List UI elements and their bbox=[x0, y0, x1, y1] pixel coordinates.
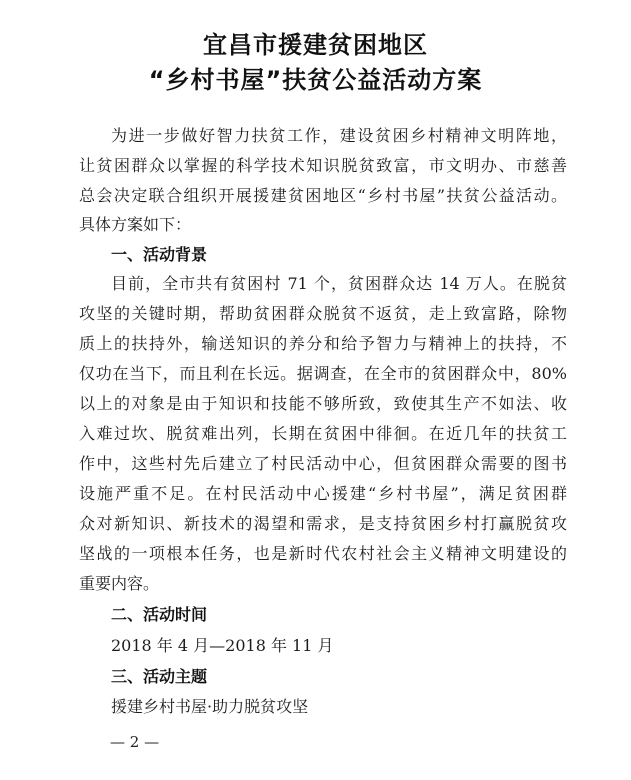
document-title-line-2: “乡村书屋”扶贫公益活动方案 bbox=[148, 66, 483, 94]
background-paragraph-line: 攻坚的关键时期，帮助贫困群众脱贫不返贫，走上致富路，除物 bbox=[79, 304, 567, 323]
background-paragraph-line: 仅功在当下，而且利在长远。据调查，在全市的贫困群众中，80% bbox=[79, 364, 567, 383]
section-heading-background: 一、活动背景 bbox=[111, 245, 208, 264]
activity-theme-text: 援建乡村书屋·助力脱贫攻坚 bbox=[111, 697, 309, 716]
section-heading-time: 二、活动时间 bbox=[111, 605, 208, 624]
background-paragraph-line: 作中，这些村先后建立了村民活动中心，但贫困群众需要的图书 bbox=[79, 454, 567, 473]
intro-paragraph-line: 总会决定联合组织开展援建贫困地区“乡村书屋”扶贫公益活动。 bbox=[79, 186, 567, 205]
background-paragraph-line: 众对新知识、新技术的渴望和需求，是支持贫困乡村打赢脱贫攻 bbox=[79, 514, 567, 533]
page-number: — 2 — bbox=[110, 733, 160, 751]
background-paragraph-line: 坚战的一项根本任务，也是新时代农村社会主义精神文明建设的 bbox=[79, 544, 567, 563]
background-paragraph-line: 重要内容。 bbox=[79, 574, 160, 593]
background-paragraph-line: 目前，全市共有贫困村 71 个，贫困群众达 14 万人。在脱贫 bbox=[111, 274, 567, 293]
activity-time-text: 2018 年 4 月—2018 年 11 月 bbox=[111, 636, 334, 655]
section-heading-theme: 三、活动主题 bbox=[111, 667, 208, 686]
document-title-line-1: 宜昌市援建贫困地区 bbox=[203, 31, 428, 59]
background-paragraph-line: 设施严重不足。在村民活动中心援建“乡村书屋”，满足贫困群 bbox=[79, 484, 567, 503]
background-paragraph-line: 以上的对象是由于知识和技能不够所致，致使其生产不如法、收 bbox=[79, 394, 567, 413]
background-paragraph-line: 入难过坎、脱贫难出列，长期在贫困中徘徊。在近几年的扶贫工 bbox=[79, 424, 567, 443]
intro-paragraph-line: 为进一步做好智力扶贫工作，建设贫困乡村精神文明阵地， bbox=[111, 126, 567, 145]
background-paragraph-line: 质上的扶持外，输送知识的养分和给予智力与精神上的扶持，不 bbox=[79, 334, 567, 353]
intro-paragraph-line: 让贫困群众以掌握的科学技术知识脱贫致富，市文明办、市慈善 bbox=[79, 156, 567, 175]
intro-paragraph-line: 具体方案如下： bbox=[79, 215, 192, 234]
